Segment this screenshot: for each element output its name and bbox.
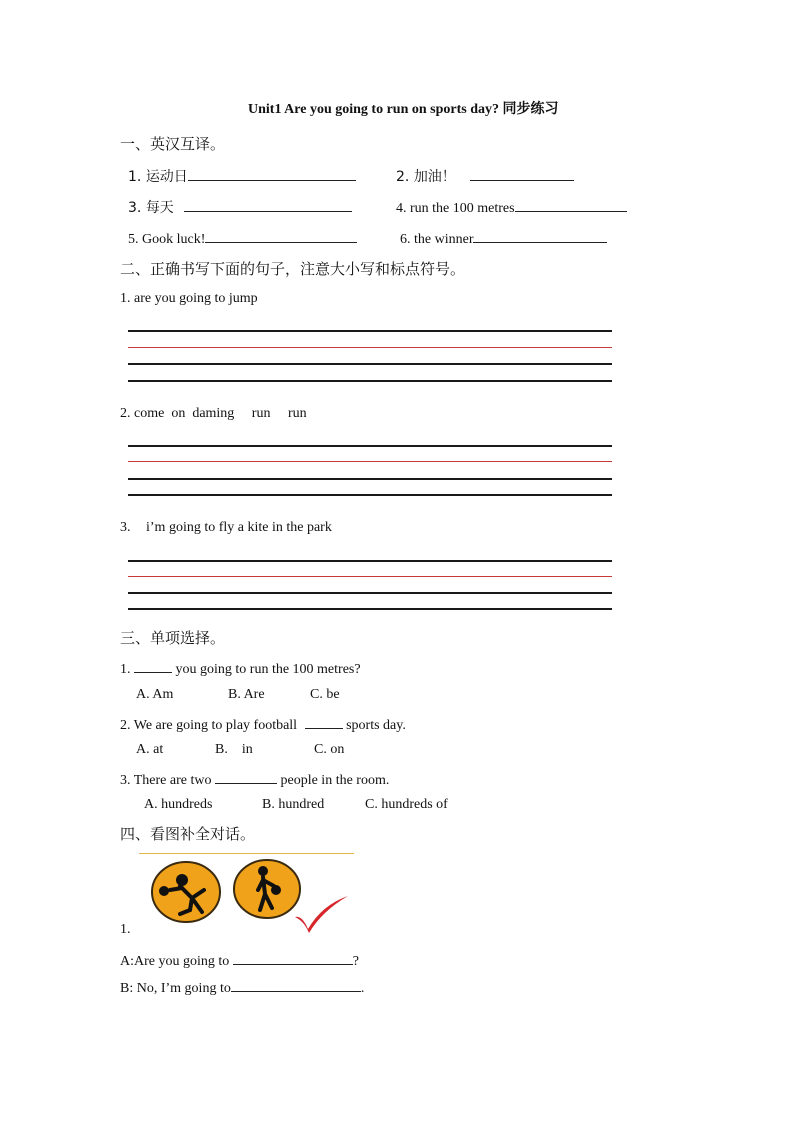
s3-q3-before: There are two <box>133 773 212 788</box>
s3-q3-option-b[interactable]: B. hundred <box>262 797 325 812</box>
s1-item-3 <box>128 197 352 217</box>
section3-heading: 三、单项选择。 <box>120 629 226 647</box>
s2-sentence-1 <box>120 291 258 307</box>
s3-q1-blank[interactable] <box>134 659 172 673</box>
s3-q2-after: sports day. <box>346 718 406 733</box>
section1-heading: 一、英汉互译。 <box>120 135 226 153</box>
s2-sentence-1-text: are you going to jump <box>134 291 258 306</box>
s1-item-6-text: the winner <box>414 232 474 247</box>
s1-item-3-num: 3. <box>128 200 142 216</box>
s3-q1-num: 1. <box>120 662 131 677</box>
worksheet-title: Unit1 Are you going to run on sports day? 同步练习 <box>248 102 559 117</box>
s2-sentence-3-num: 3. <box>120 520 131 535</box>
guide-line-top <box>128 560 612 562</box>
s3-q3-num: 3. <box>120 773 131 788</box>
s3-q3-option-a[interactable]: A. hundreds <box>144 797 213 812</box>
s2-sentence-3 <box>120 520 332 536</box>
s3-q2-option-b[interactable]: B. in <box>215 742 253 757</box>
guide-line-top <box>128 445 612 447</box>
s4-line-a <box>120 951 359 970</box>
s4-question-number: 1. <box>120 922 131 937</box>
guide-line-top <box>128 330 612 332</box>
s1-item-4-text: run the 100 metres <box>410 201 515 216</box>
s3-q2-before: We are going to play football <box>133 718 298 733</box>
s1-item-5-text: Gook luck! <box>142 232 206 247</box>
s3-q2-option-a[interactable]: A. at <box>136 742 164 757</box>
s3-q1-option-b[interactable]: B. Are <box>228 687 265 702</box>
s1-item-3-text: 每天 <box>145 200 174 216</box>
s3-q3-option-c[interactable]: C. hundreds of <box>365 797 448 812</box>
s4-line-b-before: B: No, I’m going to <box>120 981 231 996</box>
s1-item-2-blank[interactable] <box>470 167 574 181</box>
guide-line-mid <box>128 363 612 365</box>
s3-question-1 <box>120 659 361 678</box>
s3-q3-blank[interactable] <box>215 770 277 784</box>
guide-line-mid <box>128 592 612 594</box>
s1-item-3-blank[interactable] <box>184 198 352 212</box>
s3-q1-option-c[interactable]: C. be <box>310 687 340 702</box>
guide-line-bottom <box>128 380 612 382</box>
s2-sentence-1-num: 1. <box>120 291 131 306</box>
s1-item-1 <box>128 166 356 186</box>
guide-line-red <box>128 461 612 462</box>
s3-q2-num: 2. <box>120 718 131 733</box>
guide-line-bottom <box>128 608 612 610</box>
s1-item-2-num: 2. <box>396 169 410 185</box>
section4-heading: 四、看图补全对话。 <box>120 825 256 843</box>
s1-item-5 <box>128 229 357 248</box>
picture-divider <box>139 853 354 854</box>
s4-line-a-after: ? <box>352 954 359 969</box>
s2-sentence-2-text: come on daming run run <box>134 406 307 421</box>
s4-line-b-after: . <box>360 981 365 996</box>
s4-line-b <box>120 978 364 997</box>
s3-q1-after: you going to run the 100 metres? <box>175 662 361 677</box>
s3-q1-option-a[interactable]: A. Am <box>136 687 174 702</box>
s1-item-2-text: 加油！ <box>413 169 456 185</box>
s1-item-4-num: 4. <box>396 201 407 216</box>
s1-item-5-num: 5. <box>128 232 139 247</box>
s2-sentence-2-num: 2. <box>120 406 131 421</box>
s3-q3-after: people in the room. <box>280 773 390 788</box>
guide-line-red <box>128 576 612 577</box>
s2-sentence-2 <box>120 406 307 422</box>
s2-sentence-3-text: i’m going to fly a kite in the park <box>146 520 332 535</box>
s1-item-4-blank[interactable] <box>515 198 627 212</box>
guide-line-mid <box>128 478 612 480</box>
s1-item-6 <box>400 229 607 248</box>
s1-item-4 <box>396 198 627 217</box>
s3-question-2 <box>120 715 406 734</box>
s4-line-a-before: A:Are you going to <box>120 954 230 969</box>
s3-question-3 <box>120 770 389 789</box>
ping-pong-badge-icon <box>150 860 226 924</box>
s1-item-6-blank[interactable] <box>473 229 607 243</box>
s4-line-a-blank[interactable] <box>233 951 353 965</box>
guide-line-bottom <box>128 494 612 496</box>
s1-item-6-num: 6. <box>400 232 411 247</box>
guide-line-red <box>128 347 612 348</box>
s1-item-2 <box>396 166 574 186</box>
s1-item-1-num: 1. <box>128 169 142 185</box>
s1-item-1-blank[interactable] <box>188 167 356 181</box>
s3-q2-option-c[interactable]: C. on <box>314 742 345 757</box>
s4-line-b-blank[interactable] <box>231 978 361 992</box>
section2-heading: 二、正确书写下面的句子，注意大小写和标点符号。 <box>120 260 466 278</box>
s1-item-5-blank[interactable] <box>205 229 357 243</box>
s3-q2-blank[interactable] <box>305 715 343 729</box>
checkmark-icon <box>292 893 350 933</box>
s1-item-1-text: 运动日 <box>145 169 188 185</box>
